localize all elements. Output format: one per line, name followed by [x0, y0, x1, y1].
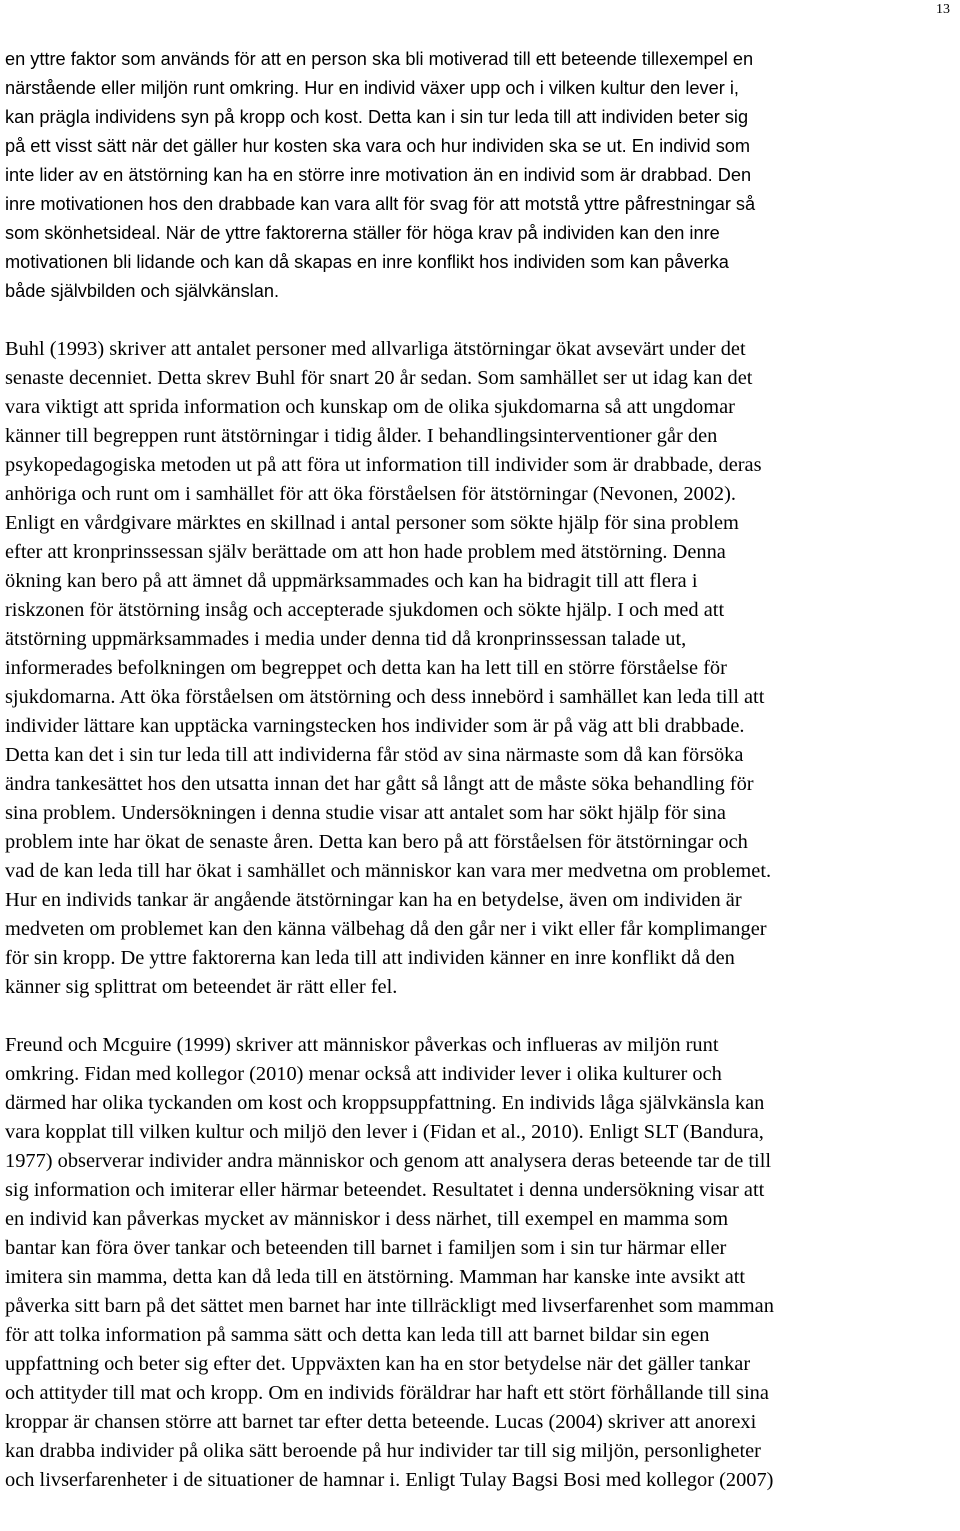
text-line: medveten om problemet kan den känna välbehag då den går ner i vikt eller får komplimanger — [5, 918, 767, 940]
text-line: känner till begreppen runt ätstörningar i tidig ålder. I behandlingsinterventioner går den — [5, 425, 718, 447]
text-line: Freund och Mcguire (1999) skriver att människor påverkas och influeras av miljön runt — [5, 1034, 719, 1056]
text-line: kroppar är chansen större att barnet tar efter detta beteende. Lucas (2004) skriver att anorexi — [5, 1411, 757, 1433]
text-line: 1977) observerar individer andra människor och genom att analysera deras beteende tar de till — [5, 1150, 772, 1172]
text-line: ätstörning uppmärksammades i media under denna tid då kronprinssessan talade ut, — [5, 628, 687, 650]
text-line: för att tolka information på samma sätt och detta kan leda till att barnet bildar sin egen — [5, 1324, 710, 1346]
text-line: kan prägla individens syn på kropp och kost. Detta kan i sin tur leda till att individen beter sig — [5, 107, 749, 127]
text-line: psykopedagogiska metoden ut på att föra ut information till individer som är drabbade, deras — [5, 454, 762, 476]
text-line: vad de kan leda till har ökat i samhället och människor kan vara mer medvetna om problemet. — [5, 860, 772, 882]
text-line: imitera sin mamma, detta kan då leda till en ätstörning. Mamman har kanske inte avsikt att — [5, 1266, 746, 1288]
text-line: motivationen bli lidande och kan då skapas en inre konflikt hos individen som kan påverka — [5, 252, 729, 272]
text-line: inre motivationen hos den drabbade kan vara allt för svag för att motstå yttre påfrestningar så — [5, 194, 756, 214]
paragraph-2 — [5, 335, 960, 1002]
text-line: Hur en individs tankar är angående ätstörningar kan ha en betydelse, även om individen är — [5, 889, 742, 911]
text-line: bantar kan föra över tankar och beteenden till barnet i familjen som i sin tur härmar eller — [5, 1237, 727, 1259]
text-line: informerades befolkningen om begreppet och detta kan ha lett till en större förståelse för — [5, 657, 727, 679]
text-line: efter att kronprinssessan själv berättade om att hon hade problem med ätstörning. Denna — [5, 541, 726, 563]
text-line: ökning kan bero på att ämnet då uppmärksammades och kan ha bidragit till att flera i — [5, 570, 698, 592]
text-line: Buhl (1993) skriver att antalet personer med allvarliga ätstörningar ökat avsevärt under det — [5, 338, 746, 360]
text-line: kan drabba individer på olika sätt beroende på hur individer tar till sig miljön, personligheter — [5, 1440, 761, 1462]
text-line: inte lider av en ätstörning kan ha en större inre motivation än en individ som är drabbad. Den — [5, 165, 752, 185]
paragraph-gap — [5, 306, 960, 335]
text-line: en yttre faktor som används för att en person ska bli motiverad till ett beteende tillexempel en — [5, 49, 754, 69]
text-line: närstående eller miljön runt omkring. Hur en individ växer upp och i vilken kultur den lever i, — [5, 78, 739, 98]
document-body — [5, 45, 960, 1495]
text-line: och attityder till mat och kropp. Om en individs föräldrar har haft ett stört förhållande till sina — [5, 1382, 769, 1404]
text-line: en individ kan påverkas mycket av människor i dess närhet, till exempel en mamma som — [5, 1208, 729, 1230]
text-line: ändra tankesättet hos den utsatta innan det har gått så långt att de måste söka behandling för — [5, 773, 754, 795]
paragraph-1 — [5, 45, 960, 306]
text-line: Detta kan det i sin tur leda till att individerna får stöd av sina närmaste som då kan försöka — [5, 744, 744, 766]
text-line: som skönhetsideal. När de yttre faktorerna ställer för höga krav på individen kan den inre — [5, 223, 720, 243]
page-number: 13 — [936, 2, 950, 17]
text-line: anhöriga och runt om i samhället för att öka förståelsen för ätstörningar (Nevonen, 2002). — [5, 483, 737, 505]
text-line: därmed har olika tyckanden om kost och kroppsuppfattning. En individs låga självkänsla kan — [5, 1092, 765, 1114]
text-line: Enligt en vårdgivare märktes en skillnad i antal personer som sökte hjälp för sina problem — [5, 512, 739, 534]
text-line: känner sig splittrat om beteendet är rätt eller fel. — [5, 976, 398, 998]
text-line: problem inte har ökat de senaste åren. Detta kan bero på att förståelsen för ätstörningar och — [5, 831, 748, 853]
text-line: vara kopplat till vilken kultur och miljö den lever i (Fidan et al., 2010). Enligt SLT (Bandura, — [5, 1121, 764, 1143]
text-line: och livserfarenheter i de situationer de hamnar i. Enligt Tulay Bagsi Bosi med kollegor (2007) — [5, 1469, 774, 1491]
text-line: sina problem. Undersökningen i denna studie visar att antalet som har sökt hjälp för sina — [5, 802, 726, 824]
text-line: senaste decenniet. Detta skrev Buhl för snart 20 år sedan. Som samhället ser ut idag kan det — [5, 367, 753, 389]
text-line: sig information och imiterar eller härmar beteendet. Resultatet i denna undersökning visar att — [5, 1179, 765, 1201]
text-line: sjukdomarna. Att öka förståelsen om ätstörning och dess innebörd i samhället kan leda till att — [5, 686, 765, 708]
text-line: individer lättare kan upptäcka varningstecken hos individer som är på väg att bli drabbade. — [5, 715, 745, 737]
text-line: riskzonen för ätstörning insåg och accepterade sjukdomen och sökte hjälp. I och med att — [5, 599, 725, 621]
text-line: på ett visst sätt när det gäller hur kosten ska vara och hur individen ska se ut. En individ som — [5, 136, 751, 156]
text-line: påverka sitt barn på det sättet men barnet har inte tillräckligt med livserfarenhet som mamman — [5, 1295, 774, 1317]
text-line: både självbilden och självkänslan. — [5, 281, 279, 301]
text-line: för sin kropp. De yttre faktorerna kan leda till att individen känner en inre konflikt då den — [5, 947, 735, 969]
text-line: omkring. Fidan med kollegor (2010) menar också att individer lever i olika kulturer och — [5, 1063, 722, 1085]
text-line: uppfattning och beter sig efter det. Uppväxten kan ha en stor betydelse när det gäller tankar — [5, 1353, 751, 1375]
paragraph-gap — [5, 1002, 960, 1031]
paragraph-3 — [5, 1031, 960, 1495]
text-line: vara viktigt att sprida information och kunskap om de olika sjukdomarna så att ungdomar — [5, 396, 735, 418]
